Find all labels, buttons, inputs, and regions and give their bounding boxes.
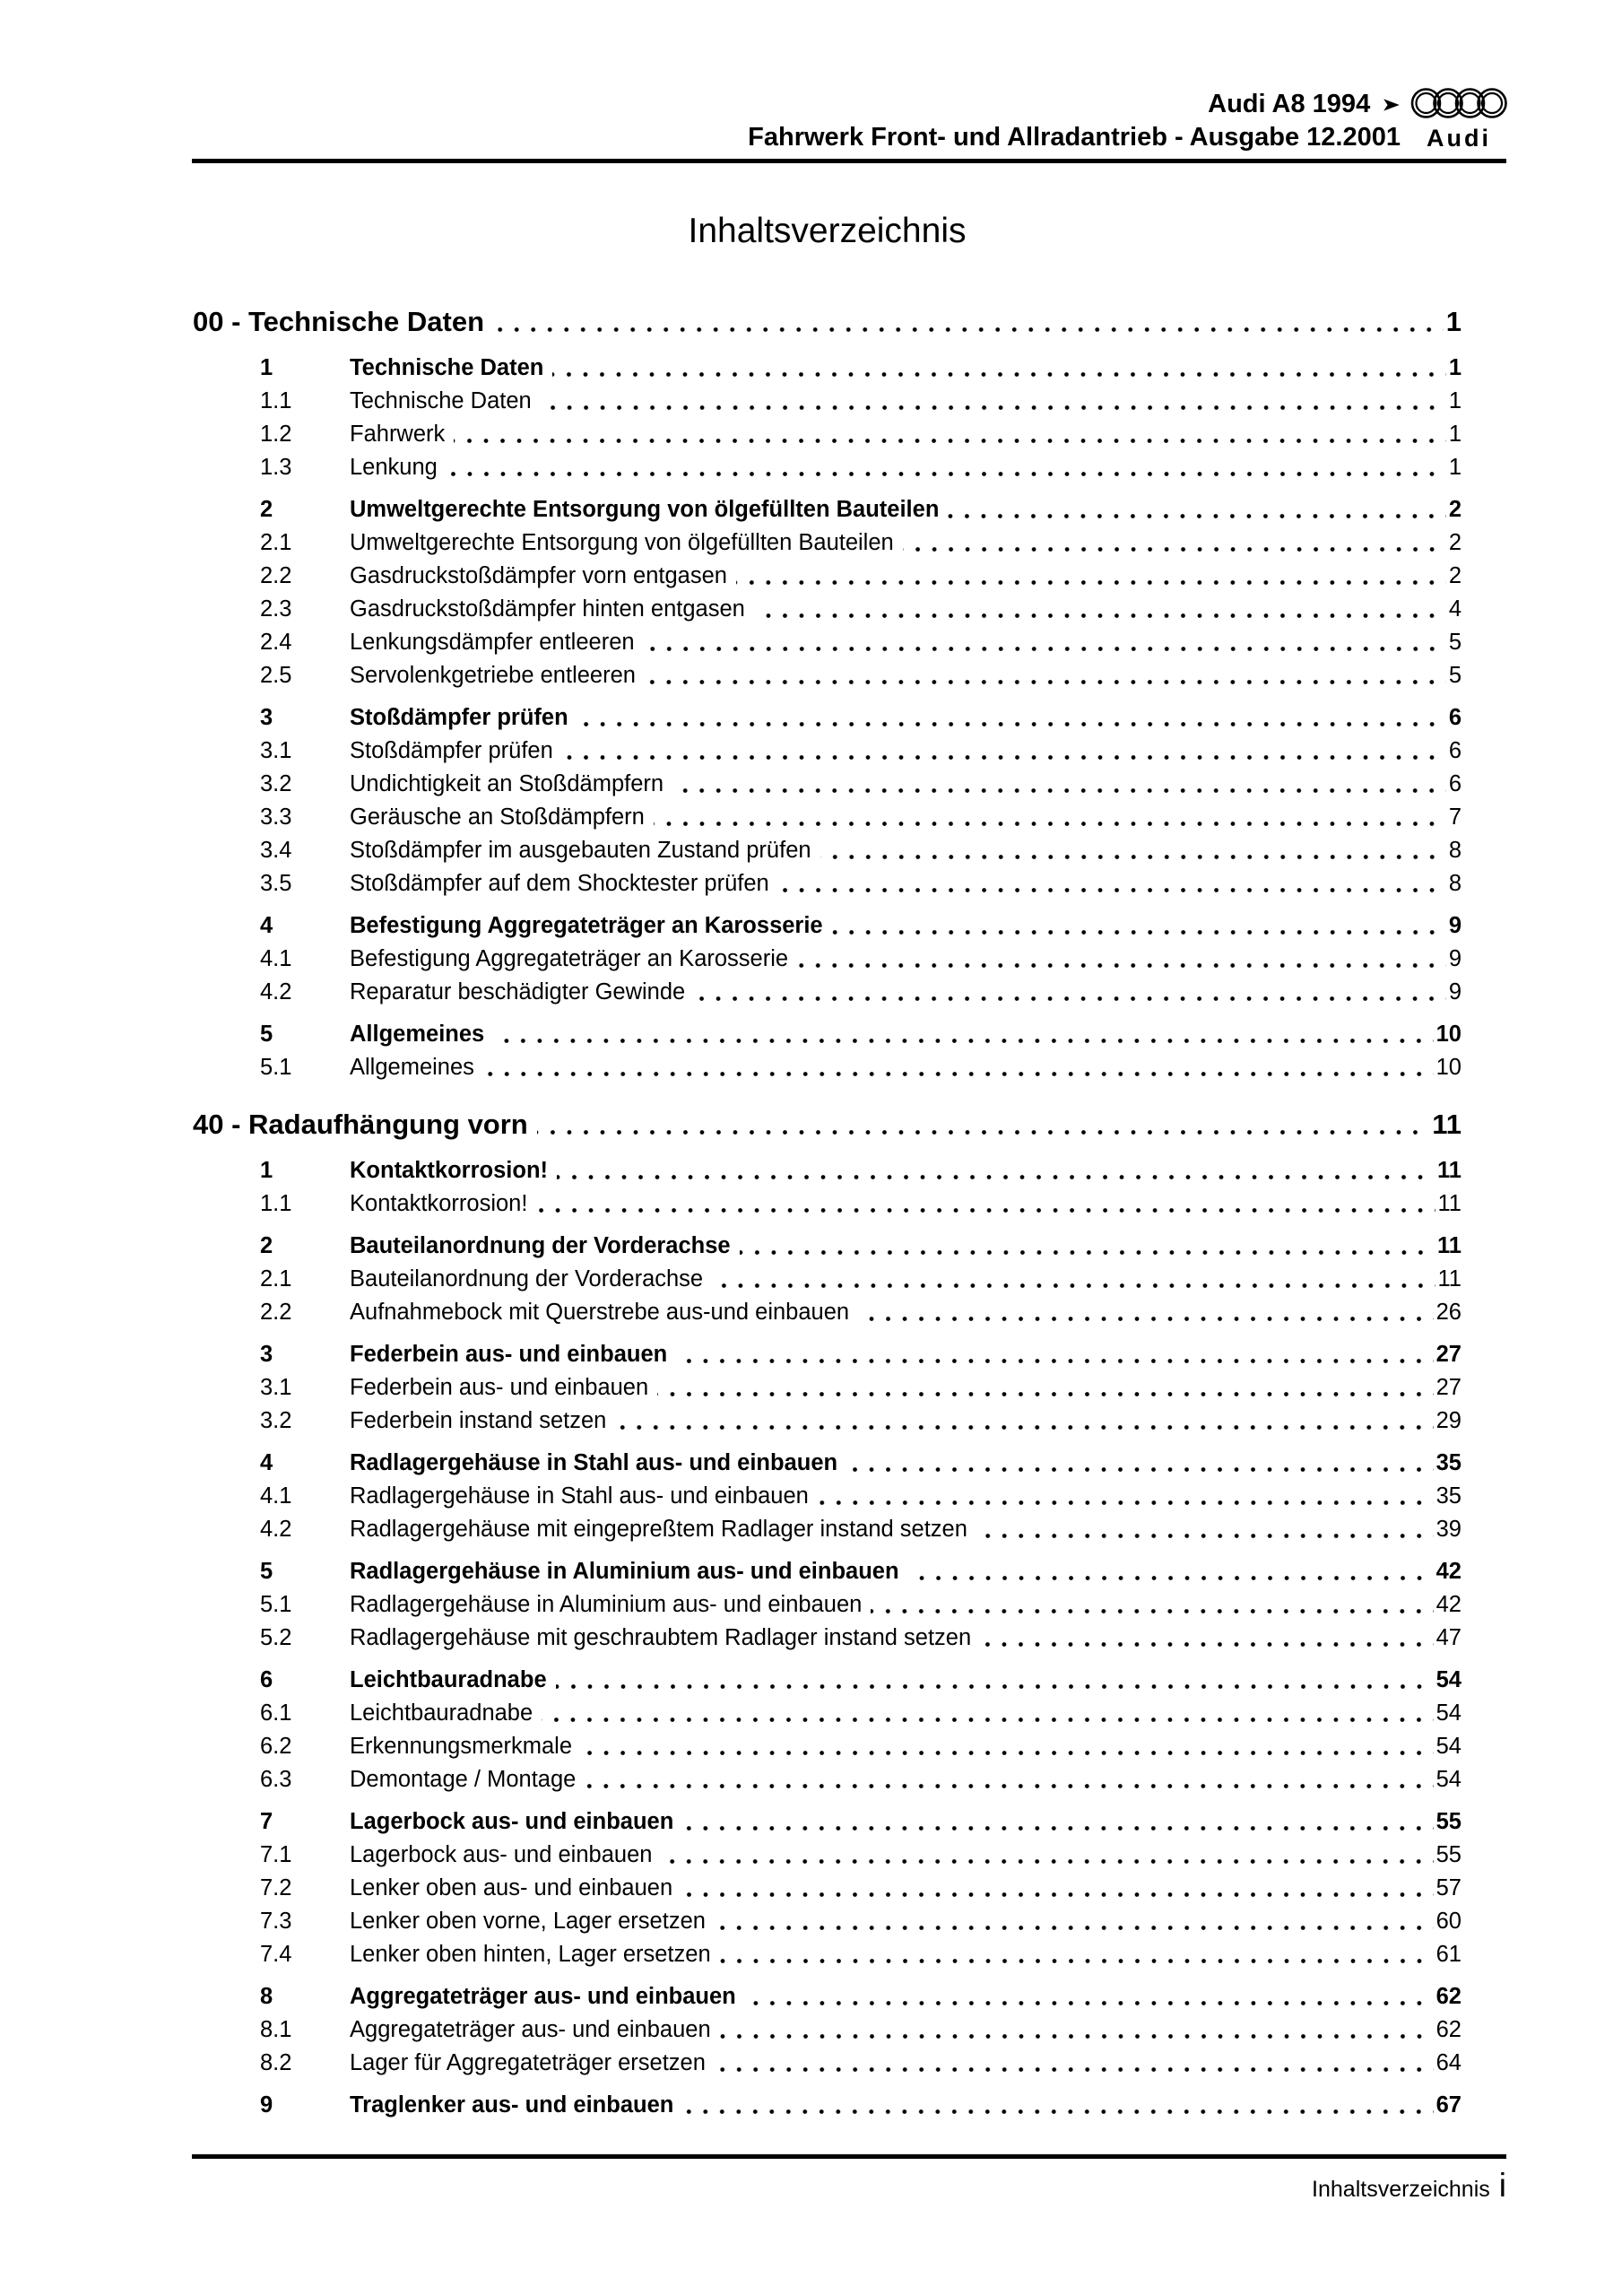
toc-group [193, 1664, 1462, 1796]
toc-entry [193, 1051, 1462, 1084]
toc-entry [193, 659, 1462, 692]
dot-leader [715, 2047, 1434, 2080]
toc-entry [193, 626, 1462, 659]
dot-leader [720, 1938, 1434, 1971]
header-divider [192, 159, 1506, 163]
entry-number: 2.1 [260, 1266, 292, 1292]
dot-leader [557, 1154, 1435, 1187]
toc-group [193, 1447, 1462, 1546]
dot-leader [493, 1018, 1433, 1051]
entry-title: Gasdruckstoßdämpfer vorn entgasen [350, 563, 727, 588]
entry-page-number: 54 [1436, 1700, 1462, 1726]
dot-leader [556, 1664, 1434, 1697]
toc-entry [193, 943, 1462, 976]
entry-number: 1.1 [260, 388, 292, 413]
toc-entry [193, 909, 1462, 943]
entry-number: 8.2 [260, 2050, 292, 2075]
dot-leader [948, 493, 1445, 526]
toc-entry [193, 1697, 1462, 1730]
entry-number: 3.3 [260, 804, 292, 830]
entry-title: Technische Daten [350, 388, 532, 413]
entry-page-number: 35 [1436, 1483, 1462, 1509]
dot-leader [682, 2089, 1433, 2122]
entry-title: Lenker oben vorne, Lager ersetzen [350, 1909, 706, 1934]
dot-leader [661, 1839, 1433, 1872]
entry-page-number: 5 [1448, 630, 1462, 655]
entry-number: 9 [260, 2092, 273, 2118]
dot-leader [562, 735, 1446, 768]
entry-page-number: 42 [1436, 1559, 1462, 1584]
entry-page-number: 27 [1436, 1375, 1462, 1400]
dot-leader [976, 1513, 1434, 1546]
entry-page-number: 8 [1448, 871, 1462, 896]
entry-page-number: 1 [1448, 455, 1462, 480]
toc-entry [193, 1338, 1462, 1371]
entry-title: Bauteilanordnung der Vorderachse [350, 1233, 731, 1258]
dot-leader [818, 1480, 1434, 1513]
dot-leader [797, 943, 1446, 976]
entry-title: Fahrwerk [350, 422, 446, 447]
entry-title: Demontage / Montage [350, 1767, 577, 1792]
entry-page-number: 26 [1436, 1300, 1462, 1325]
entry-title: Stoßdämpfer auf dem Shocktester prüfen [350, 871, 769, 896]
toc-entry [193, 1230, 1462, 1263]
entry-number: 7 [260, 1809, 273, 1834]
entry-page-number: 7 [1448, 804, 1462, 830]
entry-title: Lager für Aggregateträger ersetzen [350, 2050, 706, 2075]
entry-title: Gasdruckstoßdämpfer hinten entgasen [350, 596, 745, 622]
entry-title: Reparatur beschädigter Gewinde [350, 979, 686, 1004]
entry-number: 3 [260, 705, 273, 730]
entry-page-number: 6 [1448, 738, 1462, 763]
toc-entry [193, 2013, 1462, 2047]
audi-rings-icon [1409, 84, 1509, 124]
toc-entry [193, 560, 1462, 593]
toc-entry [193, 1664, 1462, 1697]
dot-leader [493, 301, 1444, 343]
toc-entry [193, 593, 1462, 626]
entry-number: 5 [260, 1559, 273, 1584]
entry-page-number: 11 [1437, 1233, 1462, 1258]
dot-leader [447, 451, 1446, 484]
dot-leader [657, 1371, 1433, 1405]
chapter-label: 00 - Technische Daten [193, 306, 485, 337]
entry-number: 1 [260, 1158, 273, 1183]
entry-title: Lagerbock aus- und einbauen [350, 1809, 674, 1834]
dot-leader [778, 867, 1446, 900]
entry-number: 6.1 [260, 1700, 292, 1726]
toc [193, 301, 1462, 2122]
dot-leader [581, 1730, 1434, 1763]
entry-number: 7.3 [260, 1909, 292, 1934]
dot-leader [871, 1588, 1433, 1622]
entry-title: Allgemeines [350, 1022, 485, 1047]
entry-page-number: 55 [1436, 1809, 1462, 1834]
entry-number: 4.2 [260, 1517, 292, 1542]
footer-divider [192, 2154, 1506, 2159]
page-title: Inhaltsverzeichnis [688, 212, 967, 250]
entry-page-number: 67 [1436, 2092, 1462, 2118]
dot-leader [681, 1872, 1433, 1905]
entry-title: Federbein aus- und einbauen [350, 1342, 668, 1367]
entry-page-number: 6 [1448, 771, 1462, 796]
entry-title: Erkennungsmerkmale [350, 1734, 573, 1759]
dot-leader [542, 1697, 1433, 1730]
toc-entry [193, 1905, 1462, 1938]
toc-entry [193, 1730, 1462, 1763]
entry-number: 3.1 [260, 738, 292, 763]
toc-entry [193, 2089, 1462, 2122]
entry-number: 3.1 [260, 1375, 292, 1400]
entry-title: Bauteilanordnung der Vorderachse [350, 1266, 704, 1292]
toc-entry [193, 493, 1462, 526]
toc-group [193, 909, 1462, 1009]
entry-number: 3.5 [260, 871, 292, 896]
dot-leader [736, 560, 1446, 593]
entry-number: 4.1 [260, 946, 292, 971]
dot-leader [712, 1263, 1435, 1296]
entry-page-number: 62 [1436, 2017, 1462, 2042]
entry-title: Lenkung [350, 455, 438, 480]
entry-title: Radlagergehäuse mit geschraubtem Radlager instand setzen [350, 1625, 972, 1650]
toc-entry [193, 2047, 1462, 2080]
model-name: Audi A8 1994 [1208, 90, 1371, 118]
dot-leader [645, 659, 1446, 692]
entry-number: 5 [260, 1022, 273, 1047]
toc-entry [193, 1513, 1462, 1546]
entry-title: Geräusche an Stoßdämpfern [350, 804, 645, 830]
dot-leader [908, 1555, 1434, 1588]
toc-group [193, 1230, 1462, 1329]
toc-entry [193, 1447, 1462, 1480]
toc-entry [193, 867, 1462, 900]
entry-page-number: 5 [1448, 663, 1462, 688]
dot-leader [832, 909, 1446, 943]
toc-entry [193, 1187, 1462, 1221]
entry-title: Stoßdämpfer im ausgebauten Zustand prüfen [350, 838, 811, 863]
entry-title: Federbein aus- und einbauen [350, 1375, 649, 1400]
entry-number: 4.2 [260, 979, 292, 1004]
entry-page-number: 35 [1436, 1450, 1462, 1475]
toc-group [193, 2089, 1462, 2122]
toc-chapter-heading [193, 1104, 1462, 1145]
toc-group [193, 1980, 1462, 2080]
entry-number: 3.2 [260, 1408, 292, 1433]
entry-number: 5.2 [260, 1625, 292, 1650]
entry-title: Undichtigkeit an Stoßdämpfern [350, 771, 664, 796]
entry-number: 8 [260, 1984, 273, 2009]
entry-page-number: 54 [1436, 1767, 1462, 1792]
entry-title: Stoßdämpfer prüfen [350, 738, 553, 763]
entry-title: Befestigung Aggregateträger an Karosserie [350, 913, 823, 938]
dot-leader [654, 801, 1446, 834]
entry-number: 2.4 [260, 630, 292, 655]
dot-leader [552, 352, 1445, 385]
toc-group [193, 1338, 1462, 1438]
dot-leader [615, 1405, 1433, 1438]
dot-leader [676, 1338, 1433, 1371]
entry-page-number: 11 [1437, 1158, 1462, 1183]
entry-page-number: 55 [1436, 1842, 1462, 1867]
toc-entry [193, 768, 1462, 801]
entry-page-number: 29 [1436, 1408, 1462, 1433]
entry-number: 2.3 [260, 596, 292, 622]
entry-page-number: 54 [1436, 1734, 1462, 1759]
entry-page-number: 27 [1436, 1342, 1462, 1367]
entry-number: 8.1 [260, 2017, 292, 2042]
entry-number: 1 [260, 355, 273, 380]
dot-leader [903, 526, 1446, 560]
entry-page-number: 39 [1436, 1517, 1462, 1542]
toc-chapter [193, 301, 1462, 1084]
toc-group [193, 1555, 1462, 1655]
entry-title: Radlagergehäuse in Aluminium aus- und einbauen [350, 1559, 899, 1584]
dot-leader [858, 1296, 1434, 1329]
toc-group [193, 1154, 1462, 1221]
dot-leader [577, 701, 1446, 735]
toc-entry [193, 1555, 1462, 1588]
toc-entry [193, 735, 1462, 768]
toc-group [193, 1018, 1462, 1084]
entry-title: Traglenker aus- und einbauen [350, 2092, 674, 2118]
toc-entry [193, 385, 1462, 418]
entry-page-number: 10 [1436, 1022, 1462, 1047]
entry-title: Lenkungsdämpfer entleeren [350, 630, 635, 655]
page-footer [1312, 2167, 1506, 2205]
entry-number: 2.2 [260, 1300, 292, 1325]
entry-number: 3 [260, 1342, 273, 1367]
entry-title: Leichtbauradnabe [350, 1667, 547, 1692]
entry-page-number: 60 [1436, 1909, 1462, 1934]
entry-page-number: 9 [1448, 913, 1462, 938]
toc-entry [193, 418, 1462, 451]
entry-page-number: 1 [1448, 355, 1462, 380]
toc-entry [193, 352, 1462, 385]
entry-page-number: 54 [1436, 1667, 1462, 1692]
entry-page-number: 2 [1448, 563, 1462, 588]
entry-page-number: 2 [1448, 497, 1462, 522]
toc-entry [193, 1980, 1462, 2013]
entry-title: Leichtbauradnabe [350, 1700, 533, 1726]
entry-page-number: 57 [1436, 1875, 1462, 1900]
entry-title: Befestigung Aggregateträger an Karosserie [350, 946, 789, 971]
entry-number: 6 [260, 1667, 273, 1692]
toc-entry [193, 1763, 1462, 1796]
entry-page-number: 2 [1448, 530, 1462, 555]
dot-leader [720, 2013, 1434, 2047]
entry-number: 2.2 [260, 563, 292, 588]
dot-leader [846, 1447, 1434, 1480]
entry-number: 6.3 [260, 1767, 292, 1792]
toc-group [193, 352, 1462, 484]
header-subtitle-line: Fahrwerk Front- und Allradantrieb - Ausgabe 12.2001 [748, 123, 1401, 152]
toc-entry [193, 1938, 1462, 1971]
entry-page-number: 11 [1437, 1191, 1462, 1216]
toc-entry [193, 1622, 1462, 1655]
entry-page-number: 9 [1448, 946, 1462, 971]
entry-title: Lenker oben hinten, Lager ersetzen [350, 1942, 711, 1967]
entry-number: 4 [260, 913, 273, 938]
toc-entry [193, 834, 1462, 867]
dot-leader [536, 1187, 1435, 1221]
entry-number: 2.1 [260, 530, 292, 555]
toc-chapter [193, 1104, 1462, 2122]
dot-leader [672, 768, 1446, 801]
entry-number: 2.5 [260, 663, 292, 688]
page-header [748, 88, 1401, 154]
entry-title: Radlagergehäuse in Stahl aus- und einbauen [350, 1483, 809, 1509]
toc-entry [193, 1154, 1462, 1187]
entry-title: Lenker oben aus- und einbauen [350, 1875, 673, 1900]
toc-entry [193, 1405, 1462, 1438]
dot-leader [682, 1805, 1433, 1839]
toc-entry [193, 1018, 1462, 1051]
toc-chapter-heading [193, 301, 1462, 343]
entry-title: Umweltgerechte Entsorgung von ölgefüllten Bauteilen [350, 530, 894, 555]
entry-title: Aggregateträger aus- und einbauen [350, 1984, 736, 2009]
entry-title: Technische Daten [350, 355, 544, 380]
footer-page-number: i [1498, 2167, 1506, 2204]
entry-number: 2 [260, 1233, 273, 1258]
audi-logo [1409, 84, 1509, 152]
entry-title: Radlagergehäuse in Stahl aus- und einbauen [350, 1450, 838, 1475]
entry-page-number: 8 [1448, 838, 1462, 863]
chapter-page-number: 1 [1445, 306, 1462, 337]
entry-number: 4 [260, 1450, 273, 1475]
dot-leader [745, 1980, 1434, 2013]
entry-page-number: 1 [1448, 388, 1462, 413]
entry-number: 6.2 [260, 1734, 292, 1759]
entry-page-number: 61 [1436, 1942, 1462, 1967]
entry-number: 3.2 [260, 771, 292, 796]
entry-number: 4.1 [260, 1483, 292, 1509]
toc-entry [193, 1296, 1462, 1329]
toc-entry [193, 1839, 1462, 1872]
dot-leader [715, 1905, 1434, 1938]
entry-title: Radlagergehäuse in Aluminium aus- und einbauen [350, 1592, 863, 1617]
entry-page-number: 11 [1437, 1266, 1462, 1292]
toc-entry [193, 801, 1462, 834]
entry-title: Lagerbock aus- und einbauen [350, 1842, 653, 1867]
toc-group [193, 1805, 1462, 1971]
dot-leader [740, 1230, 1435, 1263]
dot-leader [694, 976, 1446, 1009]
entry-number: 5.1 [260, 1055, 292, 1080]
header-model-line [748, 88, 1401, 121]
entry-number: 2 [260, 497, 273, 522]
dot-leader [754, 593, 1446, 626]
entry-title: Kontaktkorrosion! [350, 1158, 549, 1183]
entry-title: Allgemeines [350, 1055, 474, 1080]
entry-page-number: 42 [1436, 1592, 1462, 1617]
entry-page-number: 64 [1436, 2050, 1462, 2075]
toc-group [193, 701, 1462, 900]
entry-number: 7.1 [260, 1842, 292, 1867]
dot-leader [454, 418, 1446, 451]
dot-leader [483, 1051, 1434, 1084]
toc-entry [193, 1480, 1462, 1513]
toc-entry [193, 1805, 1462, 1839]
chapter-page-number: 11 [1432, 1109, 1462, 1140]
toc-entry [193, 451, 1462, 484]
entry-title: Aufnahmebock mit Querstrebe aus-und einbauen [350, 1300, 850, 1325]
entry-title: Servolenkgetriebe entleeren [350, 663, 636, 688]
entry-page-number: 1 [1448, 422, 1462, 447]
entry-page-number: 47 [1436, 1625, 1462, 1650]
toc-entry [193, 526, 1462, 560]
dot-leader [644, 626, 1446, 659]
dot-leader [541, 385, 1446, 418]
toc-entry [193, 976, 1462, 1009]
entry-title: Umweltgerechte Entsorgung von ölgefüllten Bauteilen [350, 497, 940, 522]
entry-title: Stoßdämpfer prüfen [350, 705, 568, 730]
entry-title: Kontaktkorrosion! [350, 1191, 528, 1216]
dot-leader [980, 1622, 1433, 1655]
audi-wordmark: Audi [1427, 125, 1491, 152]
toc-entry [193, 1371, 1462, 1405]
toc-group [193, 493, 1462, 692]
entry-number: 5.1 [260, 1592, 292, 1617]
dot-leader [820, 834, 1446, 867]
entry-number: 3.4 [260, 838, 292, 863]
forward-arrow-icon: ➤ [1381, 93, 1401, 116]
chapter-label: 40 - Radaufhängung vorn [193, 1109, 528, 1140]
entry-page-number: 4 [1448, 596, 1462, 622]
entry-number: 1.2 [260, 422, 292, 447]
toc-entry [193, 1263, 1462, 1296]
dot-leader [537, 1104, 1429, 1145]
entry-page-number: 9 [1448, 979, 1462, 1004]
entry-title: Aggregateträger aus- und einbauen [350, 2017, 711, 2042]
entry-page-number: 62 [1436, 1984, 1462, 2009]
toc-entry [193, 1872, 1462, 1905]
dot-leader [585, 1763, 1433, 1796]
entry-number: 1.1 [260, 1191, 292, 1216]
entry-page-number: 10 [1436, 1055, 1462, 1080]
entry-page-number: 6 [1448, 705, 1462, 730]
entry-number: 7.4 [260, 1942, 292, 1967]
footer-label: Inhaltsverzeichnis [1312, 2177, 1490, 2202]
entry-title: Federbein instand setzen [350, 1408, 607, 1433]
entry-number: 1.3 [260, 455, 292, 480]
toc-entry [193, 701, 1462, 735]
entry-title: Radlagergehäuse mit eingepreßtem Radlager instand setzen [350, 1517, 967, 1542]
toc-entry [193, 1588, 1462, 1622]
entry-number: 7.2 [260, 1875, 292, 1900]
